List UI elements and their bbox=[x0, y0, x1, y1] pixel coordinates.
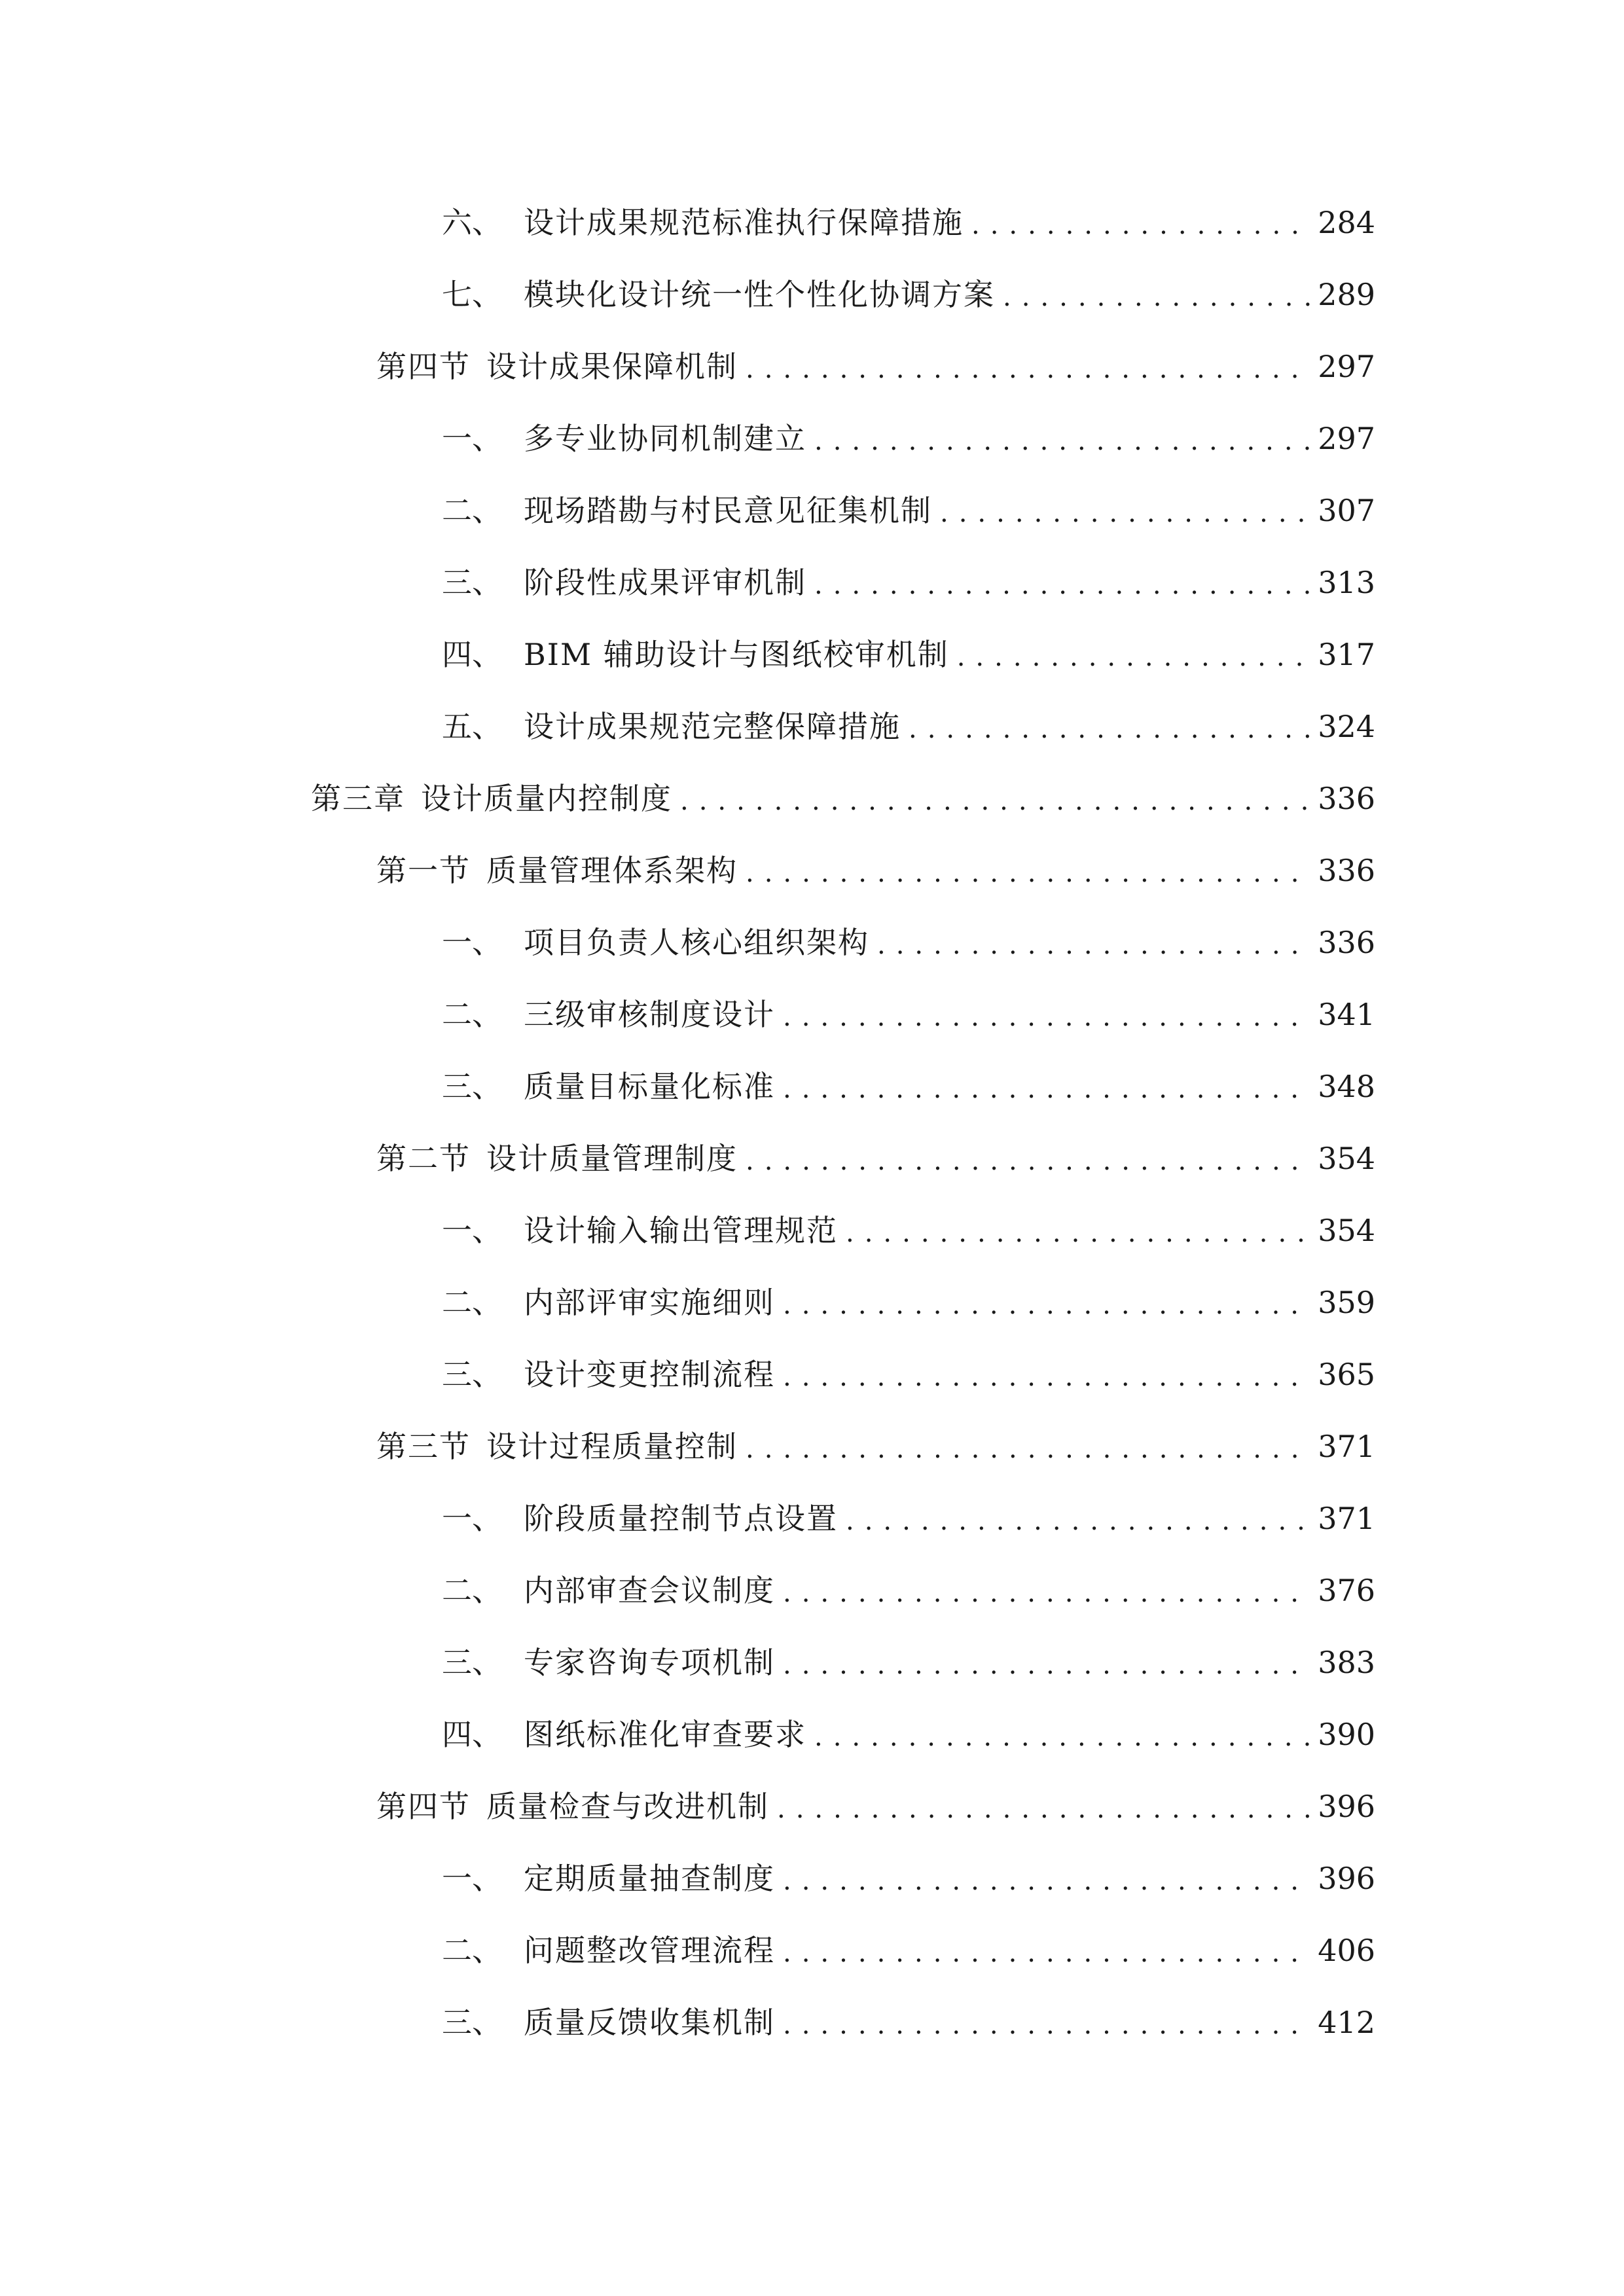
toc-entry-title: 项目负责人核心组织架构 bbox=[524, 925, 869, 960]
toc-entry-page: 354 bbox=[1318, 1141, 1375, 1176]
toc-entry-title: 模块化设计统一性个性化协调方案 bbox=[524, 277, 995, 312]
dot-leader bbox=[1003, 280, 1310, 314]
toc-entry-title: 设计过程质量控制 bbox=[486, 1429, 738, 1464]
toc-entry[interactable] bbox=[442, 910, 1375, 962]
toc-entry-title: BIM 辅助设计与图纸校审机制 bbox=[524, 637, 949, 672]
toc-entry[interactable] bbox=[442, 622, 1375, 674]
toc-entry[interactable] bbox=[442, 550, 1375, 602]
toc-entry[interactable] bbox=[442, 1990, 1375, 2042]
toc-entry-page: 371 bbox=[1318, 1429, 1375, 1464]
toc-entry-title: 设计成果规范完整保障措施 bbox=[524, 709, 901, 744]
dot-leader bbox=[746, 1432, 1310, 1466]
dot-leader bbox=[783, 1576, 1310, 1610]
toc-entry-title: 设计输入输出管理规范 bbox=[524, 1213, 838, 1248]
dot-leader bbox=[909, 712, 1310, 746]
toc-entry[interactable] bbox=[376, 1774, 1375, 1826]
toc-entry[interactable] bbox=[311, 766, 1375, 818]
toc-entry[interactable] bbox=[442, 694, 1375, 746]
toc-entry[interactable] bbox=[376, 838, 1375, 890]
dot-leader bbox=[783, 1648, 1310, 1682]
toc-entry-title: 设计质量管理制度 bbox=[486, 1141, 738, 1176]
toc-entry-number: 五、 bbox=[442, 709, 502, 744]
toc-entry-number: 三、 bbox=[442, 2005, 502, 2040]
toc-entry-number: 四、 bbox=[442, 637, 502, 672]
toc-entry-title: 质量反馈收集机制 bbox=[524, 2005, 775, 2040]
toc-entry[interactable] bbox=[442, 1486, 1375, 1538]
dot-leader bbox=[814, 568, 1310, 602]
dot-leader bbox=[877, 928, 1310, 962]
dot-leader bbox=[971, 208, 1310, 242]
toc-entry-title: 定期质量抽查制度 bbox=[524, 1861, 775, 1896]
toc-entry-page: 336 bbox=[1318, 925, 1375, 960]
toc-entry-number: 一、 bbox=[442, 925, 502, 960]
toc-entry-number: 二、 bbox=[442, 1285, 502, 1320]
toc-entry-page: 376 bbox=[1318, 1573, 1375, 1608]
toc-entry-number: 一、 bbox=[442, 1501, 502, 1536]
toc-entry-page: 297 bbox=[1318, 349, 1375, 384]
toc-entry-title: 阶段性成果评审机制 bbox=[524, 565, 806, 600]
toc-entry[interactable] bbox=[442, 1054, 1375, 1106]
toc-entry-number: 三、 bbox=[442, 1069, 502, 1104]
toc-entry-title: 质量管理体系架构 bbox=[486, 853, 738, 888]
dot-leader bbox=[814, 1720, 1310, 1754]
toc-entry-number: 二、 bbox=[442, 1933, 502, 1968]
toc-entry-number: 第二节 bbox=[376, 1141, 471, 1176]
toc-entry-page: 284 bbox=[1318, 205, 1375, 240]
dot-leader bbox=[783, 2008, 1310, 2042]
toc-entry-title: 阶段质量控制节点设置 bbox=[524, 1501, 838, 1536]
dot-leader bbox=[783, 1288, 1310, 1322]
toc-entry-number: 一、 bbox=[442, 1861, 502, 1896]
dot-leader bbox=[783, 1360, 1310, 1394]
toc-entry[interactable] bbox=[442, 478, 1375, 530]
toc-entry[interactable] bbox=[442, 1198, 1375, 1250]
toc-entry-number: 第三章 bbox=[311, 781, 405, 816]
toc-entry-title: 问题整改管理流程 bbox=[524, 1933, 775, 1968]
toc-entry-page: 365 bbox=[1318, 1357, 1375, 1392]
toc-entry-number: 一、 bbox=[442, 421, 502, 456]
dot-leader bbox=[940, 496, 1310, 530]
toc-entry-page: 406 bbox=[1318, 1933, 1375, 1968]
toc-entry-page: 341 bbox=[1318, 997, 1375, 1032]
toc-entry-number: 三、 bbox=[442, 565, 502, 600]
toc-entry-title: 三级审核制度设计 bbox=[524, 997, 775, 1032]
toc-entry-page: 383 bbox=[1318, 1645, 1375, 1680]
toc-entry[interactable] bbox=[376, 1414, 1375, 1466]
toc-entry-title: 多专业协同机制建立 bbox=[524, 421, 806, 456]
toc-entry-number: 三、 bbox=[442, 1357, 502, 1392]
toc-entry[interactable] bbox=[376, 334, 1375, 386]
toc-entry-page: 313 bbox=[1318, 565, 1375, 600]
toc-entry-title: 图纸标准化审查要求 bbox=[524, 1717, 806, 1752]
toc-entry-page: 359 bbox=[1318, 1285, 1375, 1320]
dot-leader bbox=[680, 784, 1310, 818]
toc-entry-page: 297 bbox=[1318, 421, 1375, 456]
toc-entry[interactable] bbox=[442, 406, 1375, 458]
toc-entry-number: 二、 bbox=[442, 493, 502, 528]
dot-leader bbox=[846, 1504, 1310, 1538]
toc-entry-title: 设计成果保障机制 bbox=[486, 349, 738, 384]
toc-entry-page: 371 bbox=[1318, 1501, 1375, 1536]
dot-leader bbox=[746, 856, 1310, 890]
toc-entry-title: 现场踏勘与村民意见征集机制 bbox=[524, 493, 932, 528]
toc-entry-page: 354 bbox=[1318, 1213, 1375, 1248]
toc-entry-number: 第四节 bbox=[376, 1789, 471, 1824]
toc-entry[interactable] bbox=[442, 262, 1375, 314]
toc-entry[interactable] bbox=[442, 1270, 1375, 1322]
toc-entry-page: 396 bbox=[1318, 1789, 1375, 1824]
toc-entry-number: 第一节 bbox=[376, 853, 471, 888]
dot-leader bbox=[814, 424, 1310, 458]
toc-entry[interactable] bbox=[442, 1558, 1375, 1610]
toc-entry-number: 第三节 bbox=[376, 1429, 471, 1464]
toc-entry[interactable] bbox=[442, 1918, 1375, 1970]
toc-entry-page: 336 bbox=[1318, 781, 1375, 816]
toc-entry[interactable] bbox=[442, 1702, 1375, 1754]
toc-entry-page: 348 bbox=[1318, 1069, 1375, 1104]
toc-entry[interactable] bbox=[442, 1630, 1375, 1682]
toc-entry[interactable] bbox=[442, 1846, 1375, 1898]
toc-entry-page: 336 bbox=[1318, 853, 1375, 888]
toc-entry-title: 质量目标量化标准 bbox=[524, 1069, 775, 1104]
dot-leader bbox=[746, 352, 1310, 386]
dot-leader bbox=[746, 1144, 1310, 1178]
dot-leader bbox=[783, 1936, 1310, 1970]
toc-entry-number: 第四节 bbox=[376, 349, 471, 384]
toc-entry-page: 396 bbox=[1318, 1861, 1375, 1896]
toc-entry-title: 设计成果规范标准执行保障措施 bbox=[524, 205, 964, 240]
toc-entry-page: 412 bbox=[1318, 2005, 1375, 2040]
toc-entry[interactable] bbox=[376, 1126, 1375, 1178]
toc-entry-page: 324 bbox=[1318, 709, 1375, 744]
toc-entry[interactable] bbox=[442, 1342, 1375, 1394]
toc-entry-page: 289 bbox=[1318, 277, 1375, 312]
dot-leader bbox=[957, 640, 1310, 674]
dot-leader bbox=[846, 1216, 1310, 1250]
toc-entry-page: 390 bbox=[1318, 1717, 1375, 1752]
toc-entry[interactable] bbox=[442, 982, 1375, 1034]
toc-entry-page: 317 bbox=[1318, 637, 1375, 672]
toc-entry-number: 四、 bbox=[442, 1717, 502, 1752]
toc-entry-title: 内部审查会议制度 bbox=[524, 1573, 775, 1608]
toc-entry-number: 二、 bbox=[442, 1573, 502, 1608]
toc-entry-title: 设计质量内控制度 bbox=[421, 781, 672, 816]
toc-entry-title: 内部评审实施细则 bbox=[524, 1285, 775, 1320]
toc-entry-number: 二、 bbox=[442, 997, 502, 1032]
toc-entry-title: 质量检查与改进机制 bbox=[486, 1789, 769, 1824]
toc-entry-number: 七、 bbox=[442, 277, 502, 312]
dot-leader bbox=[783, 1072, 1310, 1106]
toc-entry-title: 设计变更控制流程 bbox=[524, 1357, 775, 1392]
toc-entry-number: 六、 bbox=[442, 205, 502, 240]
toc-entry-number: 三、 bbox=[442, 1645, 502, 1680]
dot-leader bbox=[777, 1792, 1310, 1826]
toc-entry[interactable] bbox=[442, 190, 1375, 242]
dot-leader bbox=[783, 1000, 1310, 1034]
dot-leader bbox=[783, 1864, 1310, 1898]
toc-entry-title: 专家咨询专项机制 bbox=[524, 1645, 775, 1680]
toc-entry-number: 一、 bbox=[442, 1213, 502, 1248]
toc-entry-page: 307 bbox=[1318, 493, 1375, 528]
